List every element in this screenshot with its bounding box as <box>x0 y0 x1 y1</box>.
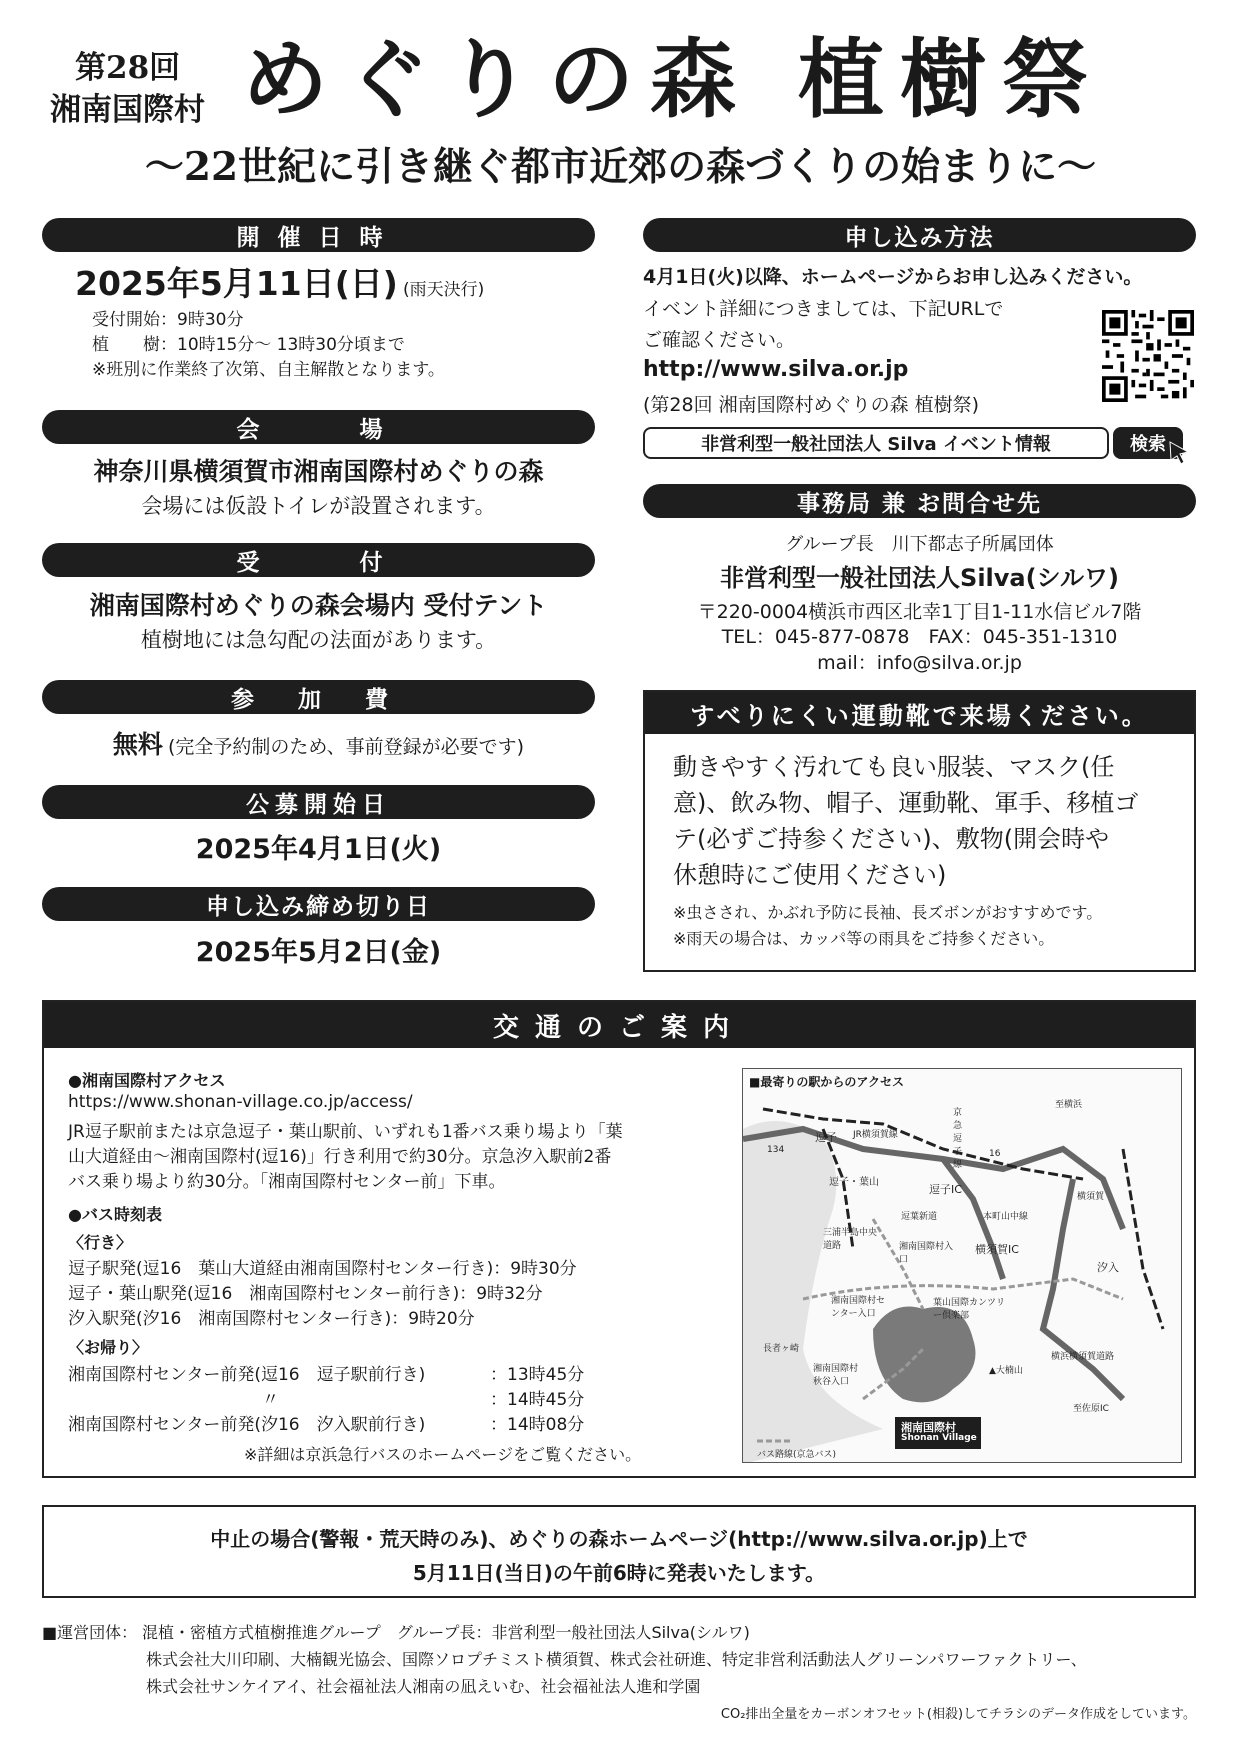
office-heading: 事務局 兼 お問合せ先 <box>643 484 1196 518</box>
bus-timetable-title: ●バス時刻表 <box>68 1205 162 1224</box>
attire-line-2: 意)、飲み物、帽子、運動靴、軍手、移植ゴ <box>673 789 1139 817</box>
outbound-row-3: 汐入駅発(汐16 湘南国際村センター行き)：9時20分 <box>68 1309 475 1329</box>
venue-heading: 会 場 <box>42 410 595 444</box>
map-label-zushi-hayama: 逗子・葉山 <box>829 1177 879 1188</box>
schedule-date-row <box>75 258 484 305</box>
edition-label: 第28回 <box>75 50 181 86</box>
reception-time: 受付開始：9時30分 <box>92 310 244 330</box>
footer-line-1: 混植・密植方式植樹推進グループ グループ長：非営利型一般社団法人Silva(シルワ) <box>142 1623 750 1642</box>
footer-label: ■運営団体： <box>42 1623 138 1642</box>
return-label: 〈お帰り〉 <box>68 1338 149 1357</box>
map-label-akiya: 湘南国際村秋谷入口 <box>813 1364 859 1387</box>
office-tel-fax: TEL：045-877-0878 FAX：045-351-1310 <box>721 626 1118 648</box>
map-label-zushi-ic: 逗子IC <box>929 1183 962 1196</box>
access-heading: 交通のご案内 <box>44 1002 1194 1048</box>
map-label-chojagasaki: 長者ヶ崎 <box>763 1344 800 1354</box>
page-title: めぐりの森 植樹祭 <box>242 29 1104 130</box>
outbound-row-2: 逗子・葉山駅発(逗16 湘南国際村センター前行き)：9時32分 <box>68 1284 543 1304</box>
attire-line-1: 動きやすく汚れても良い服装、マスク(任 <box>673 753 1115 781</box>
apply-detail-1: イベント詳細につきましては、下記URLで <box>643 298 1004 320</box>
recruit-date: 2025年4月1日(火) <box>195 834 442 865</box>
attire-line-4: 休憩時にご使用ください) <box>673 861 947 889</box>
access-box <box>42 1000 1196 1478</box>
reception-place: 湘南国際村めぐりの森会場内 受付テント <box>89 591 548 620</box>
event-date: 2025年5月11日(日) <box>75 264 398 303</box>
outbound-label: 〈行き〉 <box>68 1233 133 1252</box>
search-button-label: 検索 <box>1130 434 1166 455</box>
map-label-otsusu: ▲大楠山 <box>989 1366 1023 1376</box>
office-leader: グループ長 川下都志子所属団体 <box>785 534 1054 555</box>
attire-heading: すべりにくい運動靴で来場ください。 <box>645 692 1194 734</box>
map-label-yokosuka-ic: 横須賀IC <box>975 1243 1019 1256</box>
fee-row <box>42 725 595 761</box>
map-label-yokohama: 至横浜 <box>1055 1100 1083 1110</box>
access-footnote: ※詳細は京浜急行バスのホームページをご覧ください。 <box>244 1445 642 1464</box>
schedule-heading: 開催日時 <box>42 218 595 252</box>
apply-detail-2: ご確認ください。 <box>643 329 796 351</box>
dismiss-note: ※班別に作業終了次第、自主解散となります。 <box>92 360 445 380</box>
venue-note: 会場には仮設トイレが設置されます。 <box>141 494 496 518</box>
qr-code-icon <box>1102 310 1194 402</box>
attire-box <box>643 690 1196 972</box>
map-label-honcho: 本町山中線 <box>983 1212 1029 1222</box>
map-label-sajima: 至佐原IC <box>1073 1404 1109 1414</box>
map-label-r16: 16 <box>989 1149 1001 1159</box>
apply-event-name: (第28回 湘南国際村めぐりの森 植樹祭) <box>643 394 980 416</box>
mouse-cursor-icon <box>1168 440 1194 466</box>
map-label-yokohama-yokosuka: 横浜横須賀道路 <box>1051 1352 1115 1362</box>
planting-time: 植 樹：10時15分～ 13時30分頃まで <box>92 335 405 355</box>
return-row-2-left: 〃 <box>262 1390 279 1410</box>
return-row-1-right: ：13時45分 <box>490 1365 585 1385</box>
access-map <box>742 1068 1182 1463</box>
fee-heading: 参 加 費 <box>42 680 595 714</box>
access-section-title: ●湘南国際村アクセス <box>68 1071 226 1090</box>
access-desc-3: バス乗り場より約30分。「湘南国際村センター前」下車。 <box>68 1172 506 1192</box>
cancel-box <box>42 1505 1196 1598</box>
map-label-center: 湘南国際村センター入口 <box>831 1296 886 1319</box>
fee-value: 無料 <box>112 730 163 759</box>
map-label-shonan-iriguchi: 湘南国際村入口 <box>899 1242 954 1265</box>
reception-heading: 受 付 <box>42 543 595 577</box>
attire-note-1: ※虫さされ、かぶれ予防に長袖、長ズボンがおすすめです。 <box>673 903 1103 922</box>
rain-note: (雨天決行) <box>403 280 485 300</box>
footer-line-3: 株式会社サンケイアイ、社会福祉法人湘南の凪えいむ、社会福祉法人進和学園 <box>146 1677 701 1696</box>
access-url[interactable]: https://www.shonan-village.co.jp/access/ <box>68 1092 413 1112</box>
map-title: ■最寄りの駅からのアクセス <box>749 1075 904 1089</box>
map-label-keikyu: 京急逗子線 <box>953 1108 963 1170</box>
return-row-3-left: 湘南国際村センター前発(汐16 汐入駅前行き) <box>68 1415 426 1435</box>
return-row-2-right: ：14時45分 <box>490 1390 585 1410</box>
deadline-date: 2025年5月2日(金) <box>195 937 442 968</box>
map-label-village-en: Shonan Village <box>901 1433 977 1443</box>
map-label-zushi: 逗子 <box>815 1131 837 1144</box>
deadline-heading: 申し込み締め切り日 <box>42 887 595 921</box>
page-subtitle: ～22世紀に引き継ぐ都市近郊の森づくりの始まりに～ <box>144 144 1097 190</box>
fee-note: (完全予約制のため、事前登録が必要です) <box>168 736 525 758</box>
office-mail[interactable]: mail：info@silva.or.jp <box>817 652 1022 674</box>
map-label-village-jp: 湘南国際村 <box>901 1421 956 1434</box>
return-row-3-right: ：14時08分 <box>490 1415 585 1435</box>
apply-lead: 4月1日(火)以降、ホームページからお申し込みください。 <box>643 266 1143 288</box>
search-box[interactable] <box>643 427 1109 459</box>
apply-heading: 申し込み方法 <box>643 218 1196 252</box>
map-label-jr: JR横須賀線 <box>853 1130 898 1140</box>
office-address: 〒220-0004横浜市西区北幸1丁目1-11水信ビル7階 <box>697 601 1142 623</box>
office-org: 非営利型一般社団法人Silva(シルワ) <box>720 564 1119 592</box>
return-row-1-left: 湘南国際村センター前発(逗16 逗子駅前行き) <box>68 1365 426 1385</box>
search-text: 非営利型一般社団法人 Silva イベント情報 <box>701 434 1051 455</box>
access-desc-1: JR逗子駅前または京急逗子・葉山駅前、いずれも1番バス乗り場より「葉 <box>68 1122 623 1142</box>
map-label-r134: 134 <box>767 1145 785 1155</box>
map-label-zushi-shindo: 逗葉新道 <box>901 1212 938 1222</box>
access-desc-2: 山大道経由～湘南国際村(逗16)」行き利用で約30分。京急汐入駅前2番 <box>68 1147 612 1167</box>
map-label-yokosuka: 横須賀 <box>1077 1192 1105 1202</box>
map-label-bus: バス路線(京急バス) <box>757 1450 837 1460</box>
map-label-shioiri: 汐入 <box>1097 1261 1119 1274</box>
map-label-hayama-cc: 葉山国際カンツリー倶楽部 <box>933 1298 1006 1321</box>
village-label: 湘南国際村 <box>50 92 205 128</box>
cancel-line-2: 5月11日(当日)の午前6時に発表いたします。 <box>412 1561 826 1585</box>
co2-note: CO₂排出全量をカーボンオフセット(相殺)してチラシのデータ作成をしています。 <box>720 1707 1196 1722</box>
map-label-miura: 三浦半島中央道路 <box>823 1228 878 1251</box>
venue-name: 神奈川県横須賀市湘南国際村めぐりの森 <box>93 457 544 486</box>
attire-line-3: テ(必ずご持参ください)、敷物(開会時や <box>673 825 1110 853</box>
footer-line-2: 株式会社大川印刷、大楠観光協会、国際ソロプチミスト横須賀、株式会社研進、特定非営利活動法人グリーンパワーファクトリー、 <box>146 1650 1087 1669</box>
outbound-row-1: 逗子駅発(逗16 葉山大道経由湘南国際村センター行き)：9時30分 <box>68 1259 577 1279</box>
recruit-heading: 公募開始日 <box>42 785 595 819</box>
attire-note-2: ※雨天の場合は、カッパ等の雨具をご持参ください。 <box>673 929 1055 948</box>
reception-note: 植樹地には急勾配の法面があります。 <box>140 628 497 652</box>
cancel-line-1: 中止の場合(警報・荒天時のみ)、めぐりの森ホームページ(http://www.silva.or.jp)上で <box>210 1527 1028 1551</box>
apply-url[interactable]: http://www.silva.or.jp <box>643 357 909 382</box>
